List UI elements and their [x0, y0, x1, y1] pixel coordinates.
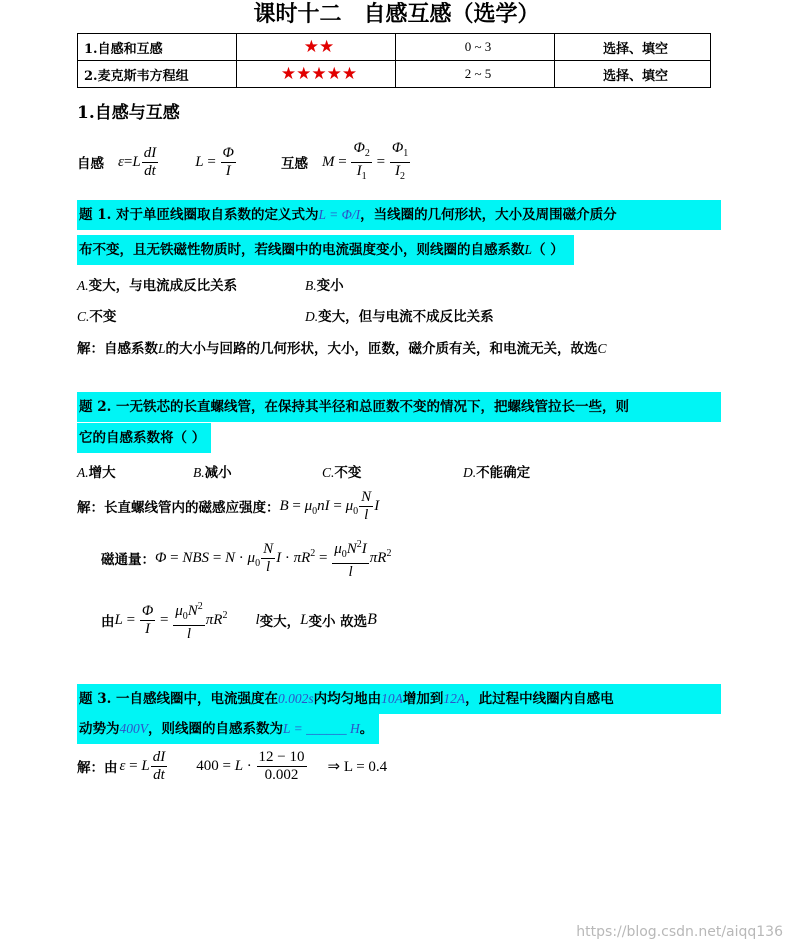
- q1-text-b: ，当线圈的几何形状，大小及周围磁介质分: [360, 207, 617, 223]
- difficulty-stars: ★★★★★: [237, 61, 396, 88]
- solution-label: 解：: [77, 760, 104, 776]
- flux-label: 磁通量：: [101, 552, 155, 568]
- q2-option-d: D.不能确定: [463, 465, 531, 481]
- substitution-formula: 400 = L · $\frac{12 - 10}{0.002}$: [196, 748, 305, 783]
- question-type: 选择、填空: [555, 34, 711, 61]
- q2-answer: B: [367, 611, 377, 628]
- emf-formula: ε = L $\frac{dI}{dt}$: [119, 748, 166, 783]
- watermark: https://blog.csdn.net/aiqq136: [576, 924, 783, 940]
- q1-option-d: D.变大，但与电流不成反比关系: [305, 309, 494, 325]
- q1-option-c: C.不变: [77, 309, 117, 325]
- q3-line-1: 题 3. 一自感线圈中，电流强度在0.002s内均匀地由10A增加到12A，此过程中线圈内自感电: [77, 684, 721, 714]
- inductance-result-formula: L = $\frac{\Phi}{I}$ = $\frac{\mu_0N^2}{l}$ $\pi R^2$: [115, 598, 228, 643]
- score-range: 0 ~ 3: [396, 34, 555, 61]
- magnetic-field-formula: $B = \mu_0nI = \mu_0$ $\frac{N}{l}$ I: [279, 488, 380, 523]
- q3-blank: L = ______ H: [283, 721, 360, 736]
- topics-table: [77, 33, 711, 88]
- q3-current-end: 12A: [443, 691, 466, 706]
- solution-label: 解：: [77, 341, 104, 357]
- q1-definition-formula: L = Φ/I: [318, 207, 361, 222]
- q1-line-1: [77, 200, 721, 230]
- score-range: 2 ~ 5: [396, 61, 555, 88]
- self-inductance-formula: L = $\frac{\Phi}{I}$: [195, 144, 234, 179]
- q2-solution-line-3: 由 L = $\frac{\Phi}{I}$ = $\frac{\mu_0N^2}{l}$ $\pi R^2$ l 变大， L 变小 故选 B: [101, 598, 377, 642]
- q2-solution-line-2: [101, 536, 391, 580]
- mutual-inductance-label: 互感: [280, 156, 308, 172]
- q3-emf: 400V: [119, 721, 148, 736]
- q1-solution: 解：自感系数L的大小与回路的几何形状，大小，匝数，磁介质有关，和电流无关，故选C: [77, 341, 607, 357]
- topic-name: 2.麦克斯韦方程组: [78, 61, 237, 88]
- q1-text-c: 布不变，且无铁磁性物质时，若线圈中的电流强度变小，则线圈的自感系数: [79, 242, 525, 258]
- q1-line-2: [77, 235, 574, 265]
- q3-number: 题 3.: [79, 691, 112, 707]
- q2-option-b: B.减小: [193, 465, 232, 481]
- difficulty-stars: ★★: [237, 34, 396, 61]
- table-row: [78, 34, 711, 61]
- q3-solution: 解： 由 ε = L $\frac{dI}{dt}$ 400 = L · $\frac{12 - 10}{0.002}$ ⇒ L = 0.4: [77, 748, 388, 783]
- q2-option-a: A.增大: [77, 465, 116, 481]
- self-emf-formula: ε=L $\frac{dI}{dt}$: [118, 144, 157, 179]
- q2-number: 题 2.: [79, 399, 112, 415]
- section-heading: 1.自感与互感: [77, 103, 180, 123]
- q1-text-a: 对于单匝线圈取自系数的定义式为: [116, 207, 319, 223]
- q1-number: 题 1.: [79, 207, 112, 223]
- q3-time: 0.002s: [278, 691, 314, 706]
- topic-name: 1.自感和互感: [78, 34, 237, 61]
- final-result: ⇒ L = 0.4: [327, 758, 388, 775]
- inductance-formulas: [77, 140, 411, 184]
- q1-option-b: B.变小: [305, 278, 344, 294]
- question-type: 选择、填空: [555, 61, 711, 88]
- q3-current-start: 10A: [381, 691, 403, 706]
- table-row: [78, 61, 711, 88]
- self-inductance-label: 自感: [77, 156, 104, 172]
- q2-option-c: C.不变: [322, 465, 362, 481]
- q2-line-2: 它的自感系数将（ ）: [77, 423, 211, 453]
- q1-option-a: A.变大，与电流成反比关系: [77, 278, 238, 294]
- solution-label: 解：: [77, 500, 104, 516]
- q1-var-l: L: [524, 242, 533, 257]
- flux-formula: Φ = NBS = $N \cdot \mu_0$ $\frac{N}{l}$ $I \cdot \pi R^2$ = $\frac{\mu_0N^2I}{l}$ $\pi R^2$: [155, 536, 391, 581]
- mutual-inductance-formula: M = $\frac{\Phi_2}{I_1}$ = $\frac{\Phi_1}{I_2}$: [321, 139, 409, 182]
- q1-bracket: （ ）: [532, 242, 564, 258]
- q3-line-2: 动势为400V，则线圈的自感系数为L = ______ H。: [77, 714, 379, 744]
- q2-solution-line-1: 解： 长直螺线管内的磁感应强度： $B = \mu_0nI = \mu_0$ $\frac{N}{l}$ I: [77, 488, 380, 523]
- page-title: 课时十二 自感互感（选学）: [253, 2, 540, 27]
- q2-line-1: 题 2. 一无铁芯的长直螺线管，在保持其半径和总匝数不变的情况下，把螺线管拉长一些，则: [77, 392, 721, 422]
- q1-answer: C: [597, 341, 607, 356]
